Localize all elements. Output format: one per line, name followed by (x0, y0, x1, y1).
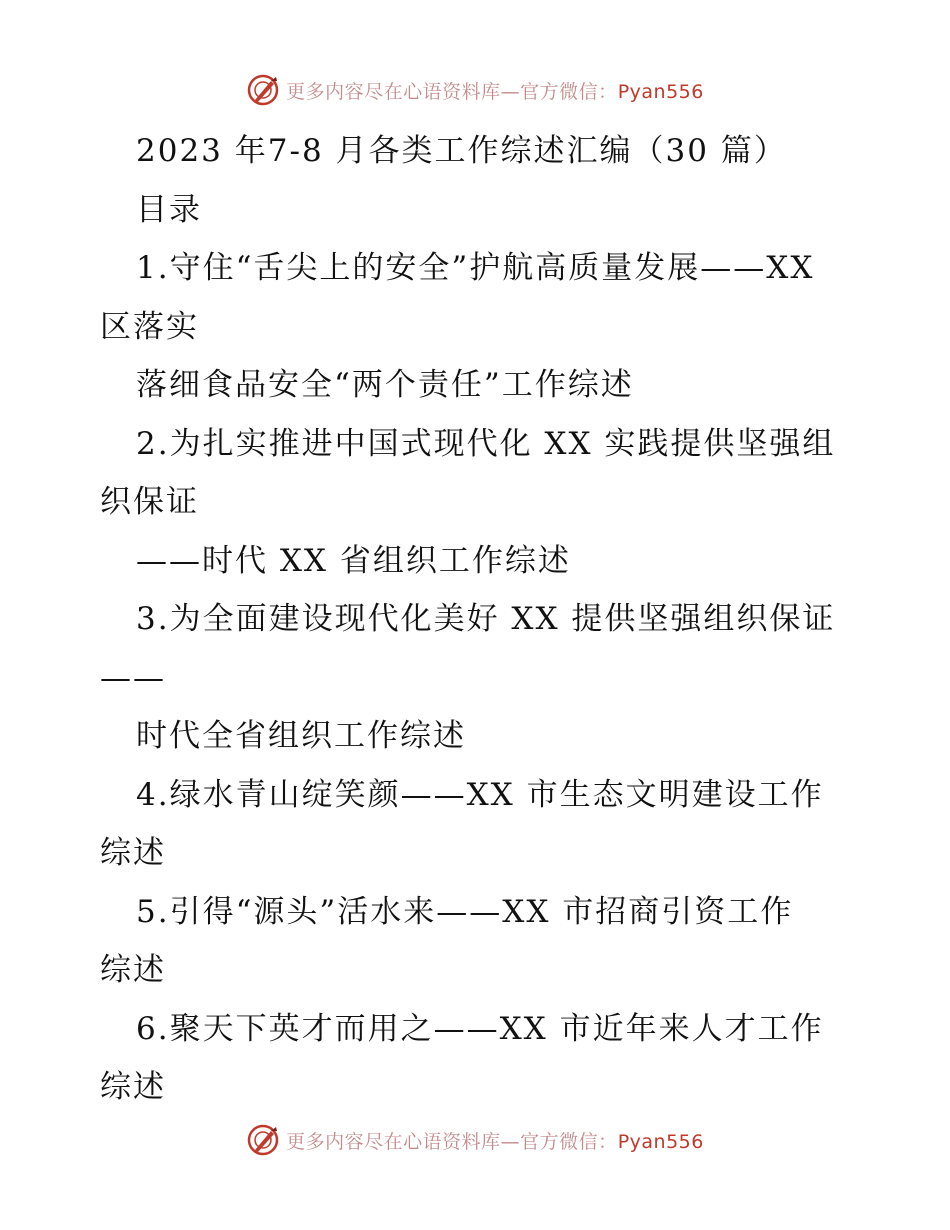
watermark-main-text: 更多内容尽在心语资料库 (286, 1130, 501, 1153)
header-watermark-banner (0, 70, 950, 110)
document-line: 5.引得“源头”活水来——XX 市招商引资工作 (136, 893, 794, 930)
document-line: 综述 (100, 1069, 166, 1105)
document-line: 落细食品安全“两个责任”工作综述 (136, 367, 634, 403)
watermark-group (246, 73, 704, 107)
document-body (0, 122, 950, 1117)
document-line: 时代全省组织工作综述 (136, 718, 466, 754)
document-line: 2.为扎实推进中国式现代化 XX 实践提供坚强组 (136, 425, 836, 462)
document-line: 2023 年7-8 月各类工作综述汇编（30 篇） (136, 133, 787, 169)
watermark-separator: — (500, 80, 521, 103)
watermark-label: 官方微信： (520, 80, 618, 103)
footer-watermark-banner (0, 1120, 950, 1160)
document-line: —— (100, 659, 166, 696)
watermark-group (246, 1123, 704, 1157)
document-line: 6.聚天下英才而用之——XX 市近年来人才工作 (136, 1010, 824, 1047)
watermark-label: 官方微信： (520, 1130, 618, 1153)
watermark-wechat-id: Pyan556 (617, 80, 704, 103)
pen-circle-logo-icon (246, 1123, 280, 1157)
document-line: 综述 (100, 952, 166, 988)
document-line: 目录 (136, 191, 202, 228)
watermark-separator: — (500, 1130, 521, 1153)
watermark-text (286, 1127, 704, 1154)
document-line: ——时代 XX 省组织工作综述 (136, 542, 571, 579)
document-line: 3.为全面建设现代化美好 XX 提供坚强组织保证 (136, 601, 836, 637)
document-line: 区落实 (100, 308, 199, 345)
pen-circle-logo-icon (246, 73, 280, 107)
document-line: 4.绿水青山绽笑颜——XX 市生态文明建设工作 (136, 776, 824, 813)
watermark-wechat-id: Pyan556 (617, 1130, 704, 1153)
document-line: 综述 (100, 835, 166, 871)
document-line: 1.守住“舌尖上的安全”护航高质量发展——XX (136, 250, 815, 286)
document-line: 织保证 (100, 484, 199, 520)
watermark-text (286, 77, 704, 104)
watermark-main-text: 更多内容尽在心语资料库 (286, 80, 501, 103)
